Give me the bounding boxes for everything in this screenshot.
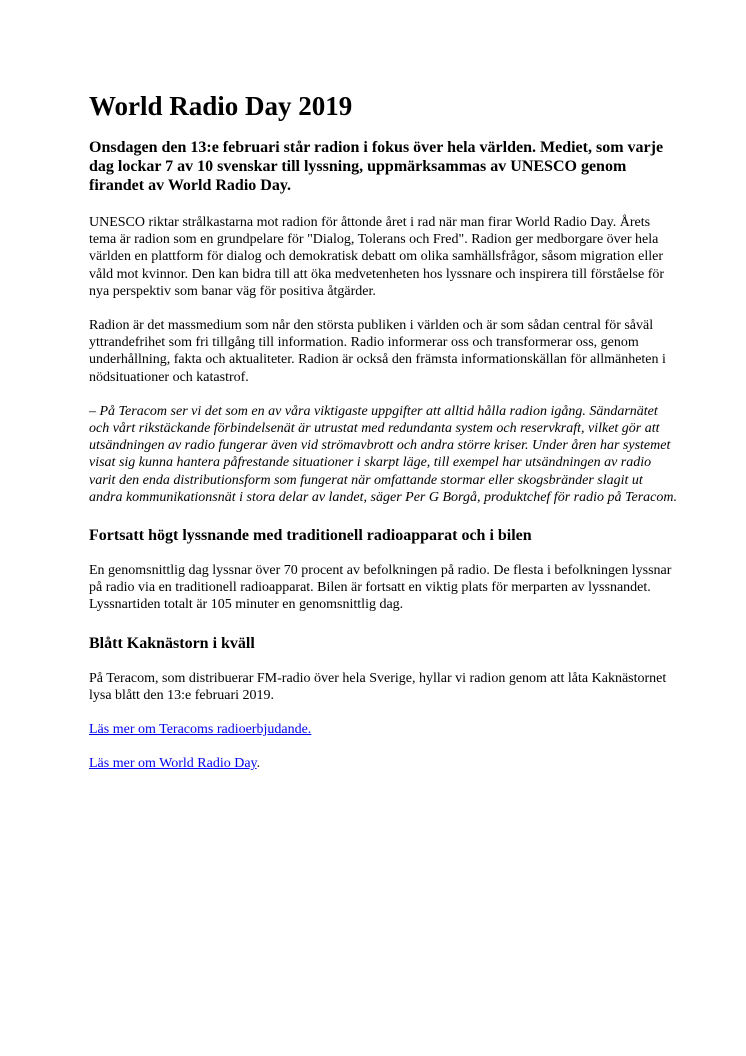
page-title: World Radio Day 2019 (89, 91, 353, 121)
link-paragraph-world-radio-day (89, 755, 679, 772)
world-radio-day-link[interactable]: Läs mer om World Radio Day (89, 756, 257, 772)
body-paragraph-listening: En genomsnittlig dag lyssnar över 70 procent av befolkningen på radio. De flesta i befolkningen lyssnar på radio via en traditionell radioapparat. Bilen är fortsatt en viktig plats för merparten av lyssnandet. Lyssnartiden totalt är 105 minuter en genomsnittlig dag. (89, 563, 672, 613)
teracom-radio-link[interactable]: Läs mer om Teracoms radioerbjudande. (89, 722, 312, 738)
quote-paragraph: – På Teracom ser vi det som en av våra viktigaste uppgifter att alltid hålla radion igång. Sändarnätet och vårt rikstäckande förbindelsenät är utrustat med redundanta system och reservkraft, vilket gör att utsändningen av radio fungerar även vid strömavbrott och andra större kriser. Under åren har systemet visat sig kunna hantera påfrestande situationer i skarpt läge, till exempel har utsändningen av radio varit den enda distributionsform som fungerat när omfattande stormar eller skogsbränder slagit ut andra kommunikationsnät i stora delar av landet, säger Per G Borgå, produktchef för radio på Teracom. (89, 403, 677, 505)
section-heading-listening: Fortsatt högt lyssnande med traditionell radioapparat och i bilen (89, 527, 532, 545)
body-paragraph-kaknastorn: På Teracom, som distribuerar FM-radio över hela Sverige, hyllar vi radion genom att låta Kaknästornet lysa blått den 13:e februari 2019. (89, 670, 667, 703)
section-heading-kaknastorn: Blått Kaknästorn i kväll (89, 634, 255, 652)
document-page (89, 88, 679, 772)
link-paragraph-teracom (89, 721, 679, 738)
body-paragraph-unesco: UNESCO riktar strålkastarna mot radion för åttonde året i rad när man firar World Radio Day. Årets tema är radion som en grundpelare för "Dialog, Tolerans och Fred". Radion ger medborgare över hela världen en plattform för dialog och demokratisk debatt om olika samhällsfrågor, såsom migration eller våld mot kvinnor. Den kan bidra till att öka medvetenheten hos lyssnare och inspirera till förståelse för nya perspektiv som banar väg för positiva åtgärder. (89, 215, 665, 299)
link-suffix: . (256, 756, 261, 772)
lead-paragraph: Onsdagen den 13:e februari står radion i fokus över hela världen. Mediet, som varje dag lockar 7 av 10 svenskar till lyssning, uppmärksammas av UNESCO genom firandet av World Radio Day. (89, 139, 664, 194)
body-paragraph-massmedium: Radion är det massmedium som når den största publiken i världen och är som sådan central för såväl yttrandefrihet som fri tillgång till information. Radio informerar oss och transformerar oss, genom underhållning, fakta och aktualiteter. Radion är också den främsta informationskällan för allmänheten i nödsituationer och katastrof. (89, 318, 666, 385)
